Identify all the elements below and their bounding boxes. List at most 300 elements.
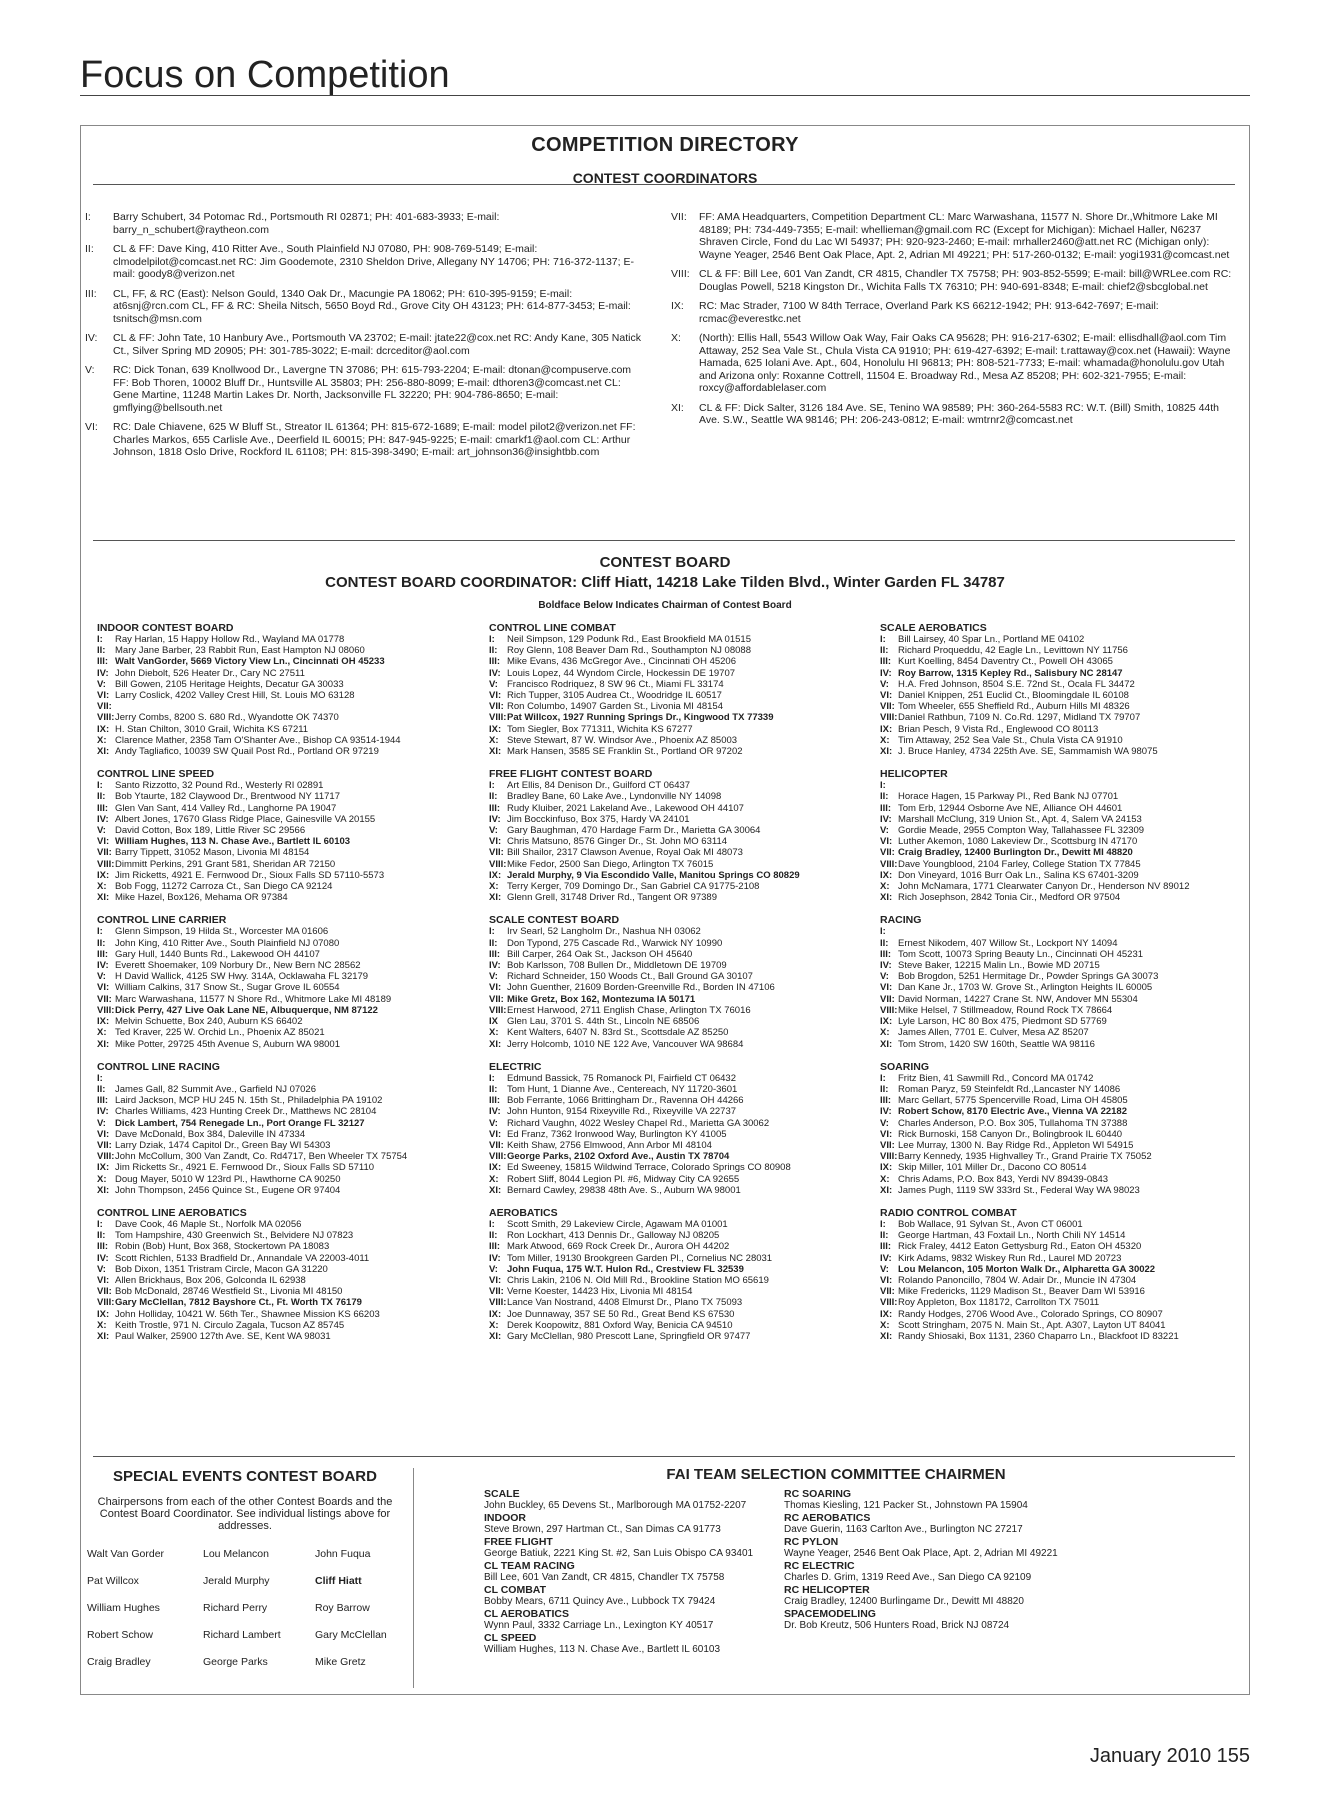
member-text: Marc Warwashana, 11577 N Shore Rd., Whitmore Lake MI 48189 bbox=[115, 993, 392, 1005]
region-number: VI: bbox=[97, 690, 110, 702]
region-number: VI: bbox=[489, 982, 502, 994]
board-chairman-entry bbox=[489, 1264, 857, 1275]
fai-category: FREE FLIGHT bbox=[484, 1536, 553, 1548]
coordinator-entry bbox=[85, 421, 645, 459]
region-number: VI: bbox=[489, 1128, 502, 1140]
member-text: Ed Franz, 7362 Ironwood Way, Burlington KY 41005 bbox=[507, 1128, 727, 1140]
region-number: V: bbox=[489, 678, 498, 690]
board-member-entry bbox=[489, 1297, 857, 1308]
board-member-entry bbox=[880, 1095, 1248, 1106]
fai-category: CL AEROBATICS bbox=[484, 1608, 569, 1620]
board-member-entry bbox=[880, 656, 1248, 667]
region-number: X: bbox=[880, 881, 890, 893]
coordinator-text: CL & FF: John Tate, 10 Hanbury Ave., Portsmouth VA 23702; E-mail: jtate22@cox.net RC: Andy Kane, 305 Natick Ct., Silver Spring MD 20905; PH: 301-785-3022; E-mail: dcrceditor@aol.com bbox=[113, 332, 641, 357]
region-number: IV: bbox=[489, 1252, 501, 1264]
board-title: CONTROL LINE CARRIER bbox=[97, 914, 227, 927]
member-text: Bradley Bane, 60 Lake Ave., Lyndonville NY 14098 bbox=[507, 791, 722, 803]
region-number: VI: bbox=[97, 1128, 110, 1140]
member-text: Derek Koopowitz, 881 Oxford Way, Benicia CA 94510 bbox=[507, 1319, 733, 1331]
board-member-entry bbox=[97, 1230, 465, 1241]
board-member-entry bbox=[489, 982, 857, 993]
member-text: Lou Melancon, 105 Morton Walk Dr., Alpharetta GA 30022 bbox=[898, 1263, 1156, 1275]
member-text: Verne Koester, 14423 Hix, Livonia MI 48154 bbox=[507, 1286, 693, 1298]
region-number: VII: bbox=[880, 701, 895, 713]
fai-chairman: Charles D. Grim, 1319 Reed Ave., San Diego CA 92109 bbox=[784, 1572, 1032, 1583]
board-member-entry bbox=[880, 634, 1248, 645]
region-number: XI: bbox=[880, 1038, 893, 1050]
region-number: IX: bbox=[671, 300, 684, 312]
member-text: Andy Tagliafico, 10039 SW Quail Post Rd., Portland OR 97219 bbox=[115, 746, 379, 758]
region-number: IX: bbox=[97, 1162, 110, 1174]
contest-board bbox=[489, 1061, 857, 1196]
board-member-entry bbox=[489, 679, 857, 690]
member-text: George Parks, 2102 Oxford Ave., Austin TX 78704 bbox=[507, 1151, 730, 1163]
region-number: III: bbox=[489, 1095, 501, 1107]
region-number: VI: bbox=[489, 1274, 502, 1286]
member-text: Doug Mayer, 5010 W 123rd Pl., Hawthorne CA 90250 bbox=[115, 1173, 341, 1185]
member-text: John McNamara, 1771 Clearwater Canyon Dr., Henderson NV 89012 bbox=[898, 881, 1190, 893]
member-text: Richard Vaughn, 4022 Wesley Chapel Rd., Marietta GA 30062 bbox=[507, 1117, 770, 1129]
region-number: IX bbox=[489, 1016, 498, 1028]
member-text: Brian Pesch, 9 Vista Rd., Englewood CO 80113 bbox=[898, 723, 1099, 735]
board-member-entry bbox=[489, 881, 857, 892]
member-text: Bill Carper, 264 Oak St., Jackson OH 45640 bbox=[507, 948, 693, 960]
board-title: RADIO CONTROL COMBAT bbox=[880, 1206, 1017, 1219]
board-member-entry bbox=[97, 814, 465, 825]
coordinator-text: Barry Schubert, 34 Potomac Rd., Portsmouth RI 02871; PH: 401-683-3933; E-mail: barry_n_schubert@raytheon.com bbox=[113, 211, 500, 236]
member-text: Terry Kerger, 709 Domingo Dr., San Gabriel CA 91775-2108 bbox=[507, 881, 760, 893]
member-text: Kirk Adams, 9832 Wiskey Run Rd., Laurel MD 20723 bbox=[898, 1252, 1122, 1264]
board-title: SOARING bbox=[880, 1060, 930, 1073]
member-text: Laird Jackson, MCP HU 245 N. 15th St., Philadelphia PA 19102 bbox=[115, 1095, 383, 1107]
member-text: Louis Lopez, 44 Wyndom Circle, Hockessin DE 19707 bbox=[507, 667, 736, 679]
fai-category: INDOOR bbox=[484, 1512, 526, 1524]
member-text: Bob Wallace, 91 Sylvan St., Avon CT 06001 bbox=[898, 1218, 1083, 1230]
region-number: V: bbox=[97, 678, 106, 690]
member-text: Bob McDonald, 28746 Westfield St., Livonia MI 48150 bbox=[115, 1286, 343, 1298]
member-text: Art Ellis, 84 Denison Dr., Guilford CT 06437 bbox=[507, 780, 691, 792]
board-member-entry bbox=[880, 1241, 1248, 1252]
region-number: VI: bbox=[97, 1274, 110, 1286]
coordinator-entry bbox=[671, 211, 1236, 261]
region-number: XI: bbox=[880, 746, 893, 758]
coordinators-right-column bbox=[671, 211, 1236, 434]
board-member-entry bbox=[489, 701, 857, 712]
region-number: XI: bbox=[489, 746, 502, 758]
board-member-entry bbox=[489, 847, 857, 858]
special-events-name: Mike Gretz bbox=[315, 1656, 366, 1668]
region-number: X: bbox=[489, 1319, 499, 1331]
region-number: VII: bbox=[489, 1139, 504, 1151]
board-member-entry bbox=[489, 668, 857, 679]
region-number: VI: bbox=[489, 690, 502, 702]
member-text: Tom Hunt, 1 Dianne Ave., Centereach, NY 11720-3601 bbox=[507, 1083, 738, 1095]
board-member-entry bbox=[880, 870, 1248, 881]
board-member-entry bbox=[489, 1073, 857, 1084]
member-text: Craig Bradley, 12400 Burlington Dr., Dewitt MI 48820 bbox=[898, 847, 1133, 859]
board-member-entry bbox=[97, 960, 465, 971]
region-number: VII: bbox=[880, 1139, 895, 1151]
region-number: VIII: bbox=[880, 1151, 898, 1163]
contest-board bbox=[489, 1207, 857, 1342]
board-member-entry bbox=[489, 1230, 857, 1241]
region-number: IX: bbox=[489, 869, 502, 881]
board-title: CONTROL LINE RACING bbox=[97, 1060, 220, 1073]
board-member-entry bbox=[880, 1027, 1248, 1038]
coordinators-rule bbox=[93, 184, 1235, 185]
member-text: Barry Kennedy, 1935 Highvalley Tr., Grand Prairie TX 75052 bbox=[898, 1151, 1152, 1163]
member-text: Albert Jones, 17670 Glass Ridge Place, Gainesville VA 20155 bbox=[115, 813, 376, 825]
region-number: I: bbox=[97, 926, 103, 938]
page-footer: January 2010 155 bbox=[1089, 1745, 1250, 1767]
member-text: Charles Anderson, P.O. Box 305, Tullahoma TN 37388 bbox=[898, 1117, 1128, 1129]
member-text: Glenn Grell, 31748 Driver Rd., Tangent OR 97389 bbox=[507, 892, 717, 904]
region-number: IV: bbox=[489, 1106, 501, 1118]
fai-right-column bbox=[784, 1488, 1084, 1632]
board-member-entry bbox=[97, 1039, 465, 1050]
board-member-entry bbox=[489, 634, 857, 645]
special-events-name: John Fuqua bbox=[315, 1548, 371, 1560]
region-number: IV: bbox=[489, 667, 501, 679]
fai-chairman: Bobby Mears, 6711 Quincy Ave., Lubbock TX 79424 bbox=[484, 1596, 716, 1607]
board-member-entry bbox=[880, 836, 1248, 847]
board-member-entry bbox=[489, 690, 857, 701]
region-number: X: bbox=[880, 734, 890, 746]
board-member-entry bbox=[489, 1219, 857, 1230]
member-text: Ernest Harwood, 2711 English Chase, Arlington TX 76016 bbox=[507, 1004, 751, 1016]
contest-board bbox=[880, 768, 1248, 903]
member-text: Lance Van Nostrand, 4408 Elmurst Dr., Plano TX 75093 bbox=[507, 1297, 743, 1309]
coordinator-text: FF: AMA Headquarters, Competition Department CL: Marc Warwashana, 11577 N. Shore Dr.,Whitmore Lake MI 48189; PH: 734-449-7355; E-mail: whellieman@gmail.com RC (Except for Michigan): Michael Haller, N6237 Shraven Circle, Fond du Lac WI 54937; PH: 920-923-2460; E-mail: mrhaller2460@att.net RC (Michigan only): Wayne Yeager, 2546 Bent Oak Place, Apt. 2, Adrian MI 49221; PH: 517-260-0132; E-mail: yogi1931@comcast.net bbox=[699, 211, 1230, 261]
page-header bbox=[80, 56, 1250, 96]
region-number: II: bbox=[880, 937, 889, 949]
member-text: Lee Murray, 1300 N. Bay Ridge Rd., Appleton WI 54915 bbox=[898, 1139, 1134, 1151]
member-text: Mike Evans, 436 McGregor Ave., Cincinnati OH 45206 bbox=[507, 656, 736, 668]
region-number: IV: bbox=[880, 1252, 892, 1264]
directory-frame bbox=[80, 125, 1250, 1695]
board-member-entry bbox=[880, 814, 1248, 825]
special-events-name: Robert Schow bbox=[87, 1629, 153, 1641]
fai-title: FAI TEAM SELECTION COMMITTEE CHAIRMEN bbox=[666, 1466, 1006, 1483]
region-number: II: bbox=[489, 645, 498, 657]
region-number: VIII: bbox=[97, 1297, 115, 1309]
board-member-entry bbox=[489, 971, 857, 982]
board-member-entry bbox=[880, 994, 1248, 1005]
directory-title: COMPETITION DIRECTORY bbox=[531, 134, 799, 156]
region-number: III: bbox=[489, 802, 501, 814]
board-member-entry bbox=[97, 780, 465, 791]
region-number: X: bbox=[489, 1173, 499, 1185]
board-member-entry bbox=[97, 803, 465, 814]
member-text: J. Bruce Hanley, 4734 225th Ave. SE, Sammamish WA 98075 bbox=[898, 746, 1158, 758]
board-member-entry bbox=[880, 1118, 1248, 1129]
region-number: I: bbox=[489, 1218, 495, 1230]
coordinator-text: RC: Mac Strader, 7100 W 84th Terrace, Overland Park KS 66212-1942; PH: 913-642-7697; E-mail: rcmac@everestkc.net bbox=[699, 300, 1159, 325]
member-text: Richard Proqueddu, 42 Eagle Ln., Levittown NY 11756 bbox=[898, 645, 1128, 657]
region-number: VI: bbox=[880, 1128, 893, 1140]
region-number: XI: bbox=[97, 1184, 110, 1196]
board-member-entry bbox=[97, 668, 465, 679]
boards-column-3 bbox=[880, 622, 1248, 1353]
region-number: XI: bbox=[489, 1038, 502, 1050]
board-member-entry bbox=[489, 859, 857, 870]
board-member-entry bbox=[880, 712, 1248, 723]
region-number: IX: bbox=[880, 869, 893, 881]
boards-column-2 bbox=[489, 622, 857, 1353]
board-member-entry bbox=[489, 724, 857, 735]
member-text: Robert Schow, 8170 Electric Ave., Vienna VA 22182 bbox=[898, 1106, 1127, 1118]
member-text: Everett Shoemaker, 109 Norbury Dr., New Bern NC 28562 bbox=[115, 960, 361, 972]
fai-chairman: William Hughes, 113 N. Chase Ave., Bartlett IL 60103 bbox=[484, 1644, 721, 1655]
member-text: Dimmitt Perkins, 291 Grant 581, Sheridan AR 72150 bbox=[115, 858, 336, 870]
member-text: Mary Jane Barber, 23 Rabbit Run, East Hampton NJ 08060 bbox=[115, 645, 365, 657]
board-member-entry bbox=[97, 1219, 465, 1230]
special-events-name: Lou Melancon bbox=[203, 1548, 269, 1560]
member-text: Tom Siegler, Box 771311, Wichita KS 67277 bbox=[507, 723, 693, 735]
fai-chairman: Dr. Bob Kreutz, 506 Hunters Road, Brick NJ 08724 bbox=[784, 1620, 1010, 1631]
board-member-entry bbox=[97, 645, 465, 656]
region-number: V: bbox=[880, 678, 889, 690]
member-text: Jim Bocckinfuso, Box 375, Hardy VA 24101 bbox=[507, 813, 690, 825]
contest-board bbox=[97, 1207, 465, 1342]
board-member-entry bbox=[489, 1084, 857, 1095]
member-text: Ed Sweeney, 15815 Wildwind Terrace, Colorado Springs CO 80908 bbox=[507, 1162, 791, 1174]
member-text: James Pugh, 1119 SW 333rd St., Federal Way WA 98023 bbox=[898, 1184, 1140, 1196]
member-text: Randy Shiosaki, Box 1131, 2360 Chaparro Ln., Blackfoot ID 83221 bbox=[898, 1330, 1179, 1342]
member-text: Edmund Bassick, 75 Romanock Pl, Fairfield CT 06432 bbox=[507, 1072, 736, 1084]
region-number: I: bbox=[97, 780, 103, 792]
board-member-entry bbox=[97, 735, 465, 746]
board-member-entry bbox=[880, 1084, 1248, 1095]
contest-board bbox=[489, 768, 857, 903]
contest-board bbox=[489, 622, 857, 757]
board-chairman-entry bbox=[880, 847, 1248, 858]
region-number: V: bbox=[880, 971, 889, 983]
board-member-entry bbox=[489, 1275, 857, 1286]
board-member-entry bbox=[489, 1005, 857, 1016]
member-text: Glen Van Sant, 414 Valley Rd., Langhorne PA 19047 bbox=[115, 802, 337, 814]
member-text: Dan Kane Jr., 1703 W. Grove St., Arlington Heights IL 60005 bbox=[898, 982, 1153, 994]
region-number: V: bbox=[97, 1117, 106, 1129]
coordinators-left-column bbox=[85, 211, 645, 466]
board-member-entry bbox=[97, 1106, 465, 1117]
board-title: RACING bbox=[880, 914, 922, 927]
region-number: II: bbox=[489, 1230, 498, 1242]
board-member-entry bbox=[489, 1027, 857, 1038]
member-text: Mike Fredericks, 1129 Madison St., Beaver Dam WI 53916 bbox=[898, 1286, 1145, 1298]
board-member-entry bbox=[97, 982, 465, 993]
board-chairman-entry bbox=[489, 994, 857, 1005]
region-number: VI: bbox=[880, 982, 893, 994]
member-text: Rick Burnoski, 158 Canyon Dr., Bolingbrook IL 60440 bbox=[898, 1128, 1123, 1140]
board-member-entry bbox=[97, 724, 465, 735]
board-member-entry bbox=[97, 1309, 465, 1320]
fai-category: RC ELECTRIC bbox=[784, 1560, 855, 1572]
member-text: Ernest Nikodem, 407 Willow St., Lockport NY 14094 bbox=[898, 937, 1118, 949]
member-text: Ted Kraver, 225 W. Orchid Ln., Phoenix AZ 85021 bbox=[115, 1027, 325, 1039]
region-number: III: bbox=[880, 948, 892, 960]
board-title: FREE FLIGHT CONTEST BOARD bbox=[489, 768, 653, 781]
member-text: Gary Hull, 1440 Bunts Rd., Lakewood OH 44107 bbox=[115, 948, 320, 960]
member-text: Skip Miller, 101 Miller Dr., Dacono CO 80514 bbox=[898, 1162, 1087, 1174]
member-text: Irv Searl, 52 Langholm Dr., Nashua NH 03062 bbox=[507, 926, 701, 938]
board-member-entry bbox=[489, 803, 857, 814]
boards-column-1 bbox=[97, 622, 465, 1353]
board-member-entry bbox=[880, 892, 1248, 903]
region-number: VIII: bbox=[489, 1151, 507, 1163]
region-number: IV: bbox=[97, 813, 109, 825]
board-member-entry bbox=[489, 1140, 857, 1151]
board-member-entry bbox=[880, 780, 1248, 791]
member-text: Jim Ricketts Sr., 4921 E. Fernwood Dr., Sioux Falls SD 57110 bbox=[115, 1162, 375, 1174]
fai-category: SPACEMODELING bbox=[784, 1608, 876, 1620]
region-number: III: bbox=[489, 1241, 501, 1253]
region-number: V: bbox=[489, 825, 498, 837]
region-number: VIII: bbox=[880, 1297, 898, 1309]
region-number: II: bbox=[489, 791, 498, 803]
region-number: IX: bbox=[880, 1016, 893, 1028]
region-number: IV: bbox=[489, 813, 501, 825]
fai-chairman: Craig Bradley, 12400 Burlingame Dr., Dewitt MI 48820 bbox=[784, 1596, 1024, 1607]
bottom-rule bbox=[93, 1456, 1235, 1457]
board-member-entry bbox=[97, 971, 465, 982]
member-text: John Hunton, 9154 Rixeyville Rd., Rixeyville VA 22737 bbox=[507, 1106, 737, 1118]
region-number: V: bbox=[85, 364, 95, 376]
region-number: XI: bbox=[97, 1330, 110, 1342]
fai-category: SCALE bbox=[484, 1488, 520, 1500]
fai-chairman: Wynn Paul, 3332 Carriage Ln., Lexington KY 40517 bbox=[484, 1620, 714, 1631]
board-title: AEROBATICS bbox=[489, 1206, 558, 1219]
region-number: VII: bbox=[489, 1286, 504, 1298]
special-events-name: Pat Willcox bbox=[87, 1575, 139, 1587]
member-text: Gordie Meade, 2955 Compton Way, Tallahassee FL 32309 bbox=[898, 825, 1145, 837]
contest-board bbox=[97, 768, 465, 903]
member-text: Bob Ytaurte, 182 Claywood Dr., Brentwood NY 11717 bbox=[115, 791, 340, 803]
region-number: IX: bbox=[489, 723, 502, 735]
region-number: III: bbox=[97, 948, 109, 960]
member-text: Don Vineyard, 1016 Burr Oak Ln., Salina KS 67401-3209 bbox=[898, 869, 1139, 881]
board-member-entry bbox=[880, 982, 1248, 993]
region-number: IV: bbox=[880, 667, 892, 679]
member-text: Rich Josephson, 2842 Tonia Cir., Medford OR 97504 bbox=[898, 892, 1121, 904]
board-title: SCALE CONTEST BOARD bbox=[489, 914, 620, 927]
member-text: Richard Schneider, 150 Woods Ct., Ball Ground GA 30107 bbox=[507, 971, 753, 983]
board-member-entry bbox=[489, 645, 857, 656]
board-member-entry bbox=[880, 1005, 1248, 1016]
region-number: IV: bbox=[880, 1106, 892, 1118]
member-text: Scott Smith, 29 Lakeview Circle, Agawam MA 01001 bbox=[507, 1218, 728, 1230]
board-member-entry bbox=[880, 938, 1248, 949]
board-member-entry bbox=[880, 1219, 1248, 1230]
coordinator-entry bbox=[85, 364, 645, 414]
board-member-entry bbox=[880, 1073, 1248, 1084]
member-text: Gary Baughman, 470 Hardage Farm Dr., Marietta GA 30064 bbox=[507, 825, 761, 837]
board-member-entry bbox=[880, 690, 1248, 701]
board-member-entry bbox=[880, 746, 1248, 757]
board-member-entry bbox=[880, 1185, 1248, 1196]
member-text: Scott Stringham, 2075 N. Main St., Apt. A307, Layton UT 84041 bbox=[898, 1319, 1166, 1331]
board-member-entry bbox=[489, 926, 857, 937]
coordinators-title: CONTEST COORDINATORS bbox=[572, 170, 758, 186]
board-member-entry bbox=[97, 881, 465, 892]
region-number: VIII: bbox=[489, 858, 507, 870]
region-number: III: bbox=[489, 656, 501, 668]
region-number: VIII: bbox=[489, 712, 507, 724]
member-text: Bob Dixon, 1351 Tristram Circle, Macon GA 31220 bbox=[115, 1263, 328, 1275]
member-text: Tom Hampshire, 430 Greenwich St., Belvidere NJ 07823 bbox=[115, 1230, 354, 1242]
board-member-entry bbox=[97, 1016, 465, 1027]
coordinator-text: CL, FF, & RC (East): Nelson Gould, 1340 Oak Dr., Macungie PA 18062; PH: 610-395-9159; E-mail: at6snj@rcn.com CL, FF & RC: Sheila Nitsch, 5650 Boyd Rd., Grove City OH 43123; PH: 614-877-3453; E-mail: tsnitsch@msn.com bbox=[113, 287, 631, 325]
coordinator-entry bbox=[671, 300, 1236, 325]
member-text: James Allen, 7701 E. Culver, Mesa AZ 85207 bbox=[898, 1027, 1089, 1039]
board-member-entry bbox=[97, 701, 465, 712]
board-member-entry bbox=[489, 791, 857, 802]
board-member-entry bbox=[880, 724, 1248, 735]
board-member-entry bbox=[489, 1253, 857, 1264]
region-number: I: bbox=[880, 1218, 886, 1230]
region-number: IX: bbox=[97, 1308, 110, 1320]
board-title: CONTROL LINE SPEED bbox=[97, 768, 215, 781]
region-number: X: bbox=[489, 881, 499, 893]
member-text: Tom Wheeler, 655 Sheffield Rd., Auburn Hills MI 48326 bbox=[898, 701, 1130, 713]
coordinator-entry bbox=[85, 332, 645, 357]
board-member-entry bbox=[880, 825, 1248, 836]
board-member-entry bbox=[97, 1027, 465, 1038]
region-number: IX: bbox=[97, 869, 110, 881]
special-events-name: Craig Bradley bbox=[87, 1656, 151, 1668]
board-member-entry bbox=[880, 1275, 1248, 1286]
member-text: Pat Willcox, 1927 Running Springs Dr., Kingwood TX 77339 bbox=[507, 712, 774, 724]
member-text: Glen Lau, 3701 S. 44th St., Lincoln NE 68506 bbox=[507, 1016, 700, 1028]
region-number: II: bbox=[97, 791, 106, 803]
region-number: IV: bbox=[97, 667, 109, 679]
board-member-entry bbox=[489, 780, 857, 791]
member-text: Robert Sliff, 8044 Legion Pl. #6, Midway City CA 92655 bbox=[507, 1173, 740, 1185]
region-number: VI: bbox=[880, 690, 893, 702]
board-chairman-entry bbox=[97, 1297, 465, 1308]
member-text: Jim Ricketts, 4921 E. Fernwood Dr., Sioux Falls SD 57110-5573 bbox=[115, 869, 385, 881]
member-text: H. Stan Chilton, 3010 Grail, Wichita KS 67211 bbox=[115, 723, 309, 735]
board-member-entry bbox=[880, 1016, 1248, 1027]
region-number: VII: bbox=[880, 847, 895, 859]
member-text: John Fuqua, 175 W.T. Hulon Rd., Crestview FL 32539 bbox=[507, 1263, 744, 1275]
coordinator-entry bbox=[671, 332, 1236, 395]
region-number: I: bbox=[880, 926, 886, 938]
fai-chairman: Thomas Kiesling, 121 Packer St., Johnstown PA 15904 bbox=[784, 1500, 1028, 1511]
region-number: VII: bbox=[880, 1286, 895, 1298]
board-title: INDOOR CONTEST BOARD bbox=[97, 622, 234, 634]
board-member-entry bbox=[489, 814, 857, 825]
member-text: Mike Potter, 29725 45th Avenue S, Auburn WA 98001 bbox=[115, 1038, 340, 1050]
member-text: Scott Richlen, 5133 Bradfield Dr., Annandale VA 22003-4011 bbox=[115, 1252, 370, 1264]
member-text: Mark Hansen, 3585 SE Franklin St., Portland OR 97202 bbox=[507, 746, 743, 758]
member-text: Rich Tupper, 3105 Audrea Ct., Woodridge IL 60517 bbox=[507, 690, 722, 702]
region-number: VI: bbox=[97, 836, 110, 848]
member-text: Tom Scott, 10073 Spring Beauty Ln., Cincinnati OH 45231 bbox=[898, 948, 1144, 960]
region-number: VIII: bbox=[880, 858, 898, 870]
member-text: Bill Lairsey, 40 Spar Ln., Portland ME 04102 bbox=[898, 634, 1085, 645]
coordinator-entry bbox=[671, 268, 1236, 293]
member-text: Luther Akemon, 1080 Lakeview Dr., Scottsburg IN 47170 bbox=[898, 836, 1138, 848]
board-member-entry bbox=[880, 1331, 1248, 1342]
member-text: Roman Paryz, 59 Steinfeldt Rd.,Lancaster NY 14086 bbox=[898, 1083, 1121, 1095]
member-text: Chris Adams, P.O. Box 843, Yerdi NV 89439-0843 bbox=[898, 1173, 1109, 1185]
region-number: III: bbox=[85, 287, 97, 300]
region-number: III: bbox=[880, 802, 892, 814]
member-text: Rick Fraley, 4412 Eaton Gettysburg Rd., Eaton OH 45320 bbox=[898, 1241, 1142, 1253]
member-text: David Norman, 14227 Crane St. NW, Andover MN 55304 bbox=[898, 993, 1138, 1005]
board-member-entry bbox=[880, 701, 1248, 712]
